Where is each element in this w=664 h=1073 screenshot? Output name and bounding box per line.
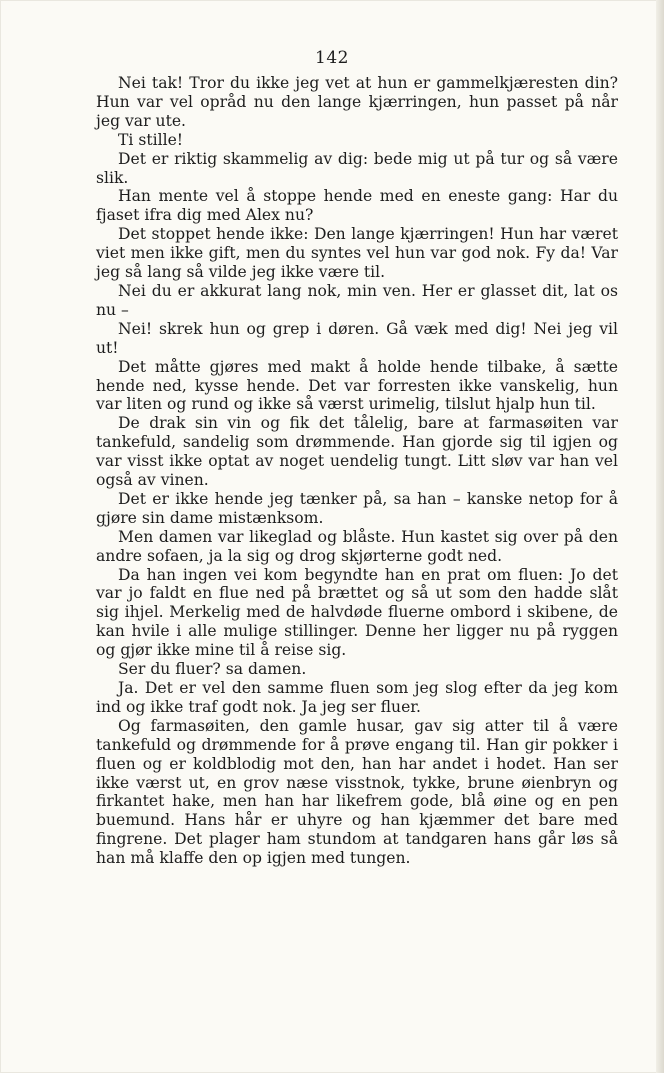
paragraph: Det er riktig skammelig av dig: bede mig ut på tur og så være slik. [96,149,618,187]
paragraph: Han mente vel å stoppe hende med en eneste gang: Har du fjaset ifra dig med Alex nu? [96,187,618,225]
paragraph: Men damen var likeglad og blåste. Hun kastet sig over på den andre sofaen, ja la sig og drog skjørterne godt ned. [96,527,618,565]
paragraph: Ja. Det er vel den samme fluen som jeg slog efter da jeg kom ind og ikke traf godt nok. Ja jeg ser fluer. [96,679,618,716]
paragraph: Det er ikke hende jeg tænker på, sa han – kanske netop for å gjøre sin dame mistænksom. [96,489,618,527]
paragraph: Nei du er akkurat lang nok, min ven. Her er glasset dit, lat os nu – [96,281,618,319]
paragraph: Nei tak! Tror du ikke jeg vet at hun er gammelkjæresten din? Hun var vel opråd nu den lange kjærringen, hun passet på når jeg var ute. [96,74,618,130]
body-text [96,74,618,868]
paragraph: Nei! skrek hun og grep i døren. Gå væk med dig! Nei jeg vil ut! [96,319,618,357]
paragraph: Det måtte gjøres med makt å holde hende tilbake, å sætte hende ned, kysse hende. Det var forresten ikke vanskelig, hun var liten og rund og ikke så værst urimelig, tilslut hjalp hun til. [96,357,618,414]
paragraph: Ti stille! [118,130,184,149]
paragraph: De drak sin vin og fik det tålelig, bare at farmasøiten var tankefuld, sandelig som drømmende. Han gjorde sig til igjen og var visst ikke optat av noget uendelig tungt. Litt sløv var han vel også av vinen. [96,414,618,490]
paragraph: Ser du fluer? sa damen. [118,660,307,679]
paragraph: Da han ingen vei kom begyndte han en prat om fluen: Jo det var jo faldt en flue ned på brættet og så ut som den hadde slåt sig ihjel. Merkelig med de halvdøde fluerne ombord i skibene, de kan hvile i alle mulige stillinger. Denne her ligger nu på ryggen og gjør ikke mine til å reise sig. [96,565,618,660]
page-edge [656,0,664,1073]
page-number: 142 [315,48,349,68]
paragraph: Og farmasøiten, den gamle husar, gav sig atter til å være tankefuld og drømmende for å prøve engang til. Han gir pokker i fluen og er koldblodig mot den, han har andet i hodet. Han ser ikke værst ut, en grov næse visstnok, tykke, brune øienbryn og firkantet hake, men han har likefrem gode, blå øine og en pen buemund. Hans hår er uhyre og han kjæmmer det bare med fingrene. Det plager ham stundom at tandgaren hans går løs så han må klaffe den op igjen med tungen. [96,716,618,868]
paragraph: Det stoppet hende ikke: Den lange kjærringen! Hun har været viet men ikke gift, men du syntes vel hun var god nok. Fy da! Var jeg så lang så vilde jeg ikke være til. [96,225,618,282]
